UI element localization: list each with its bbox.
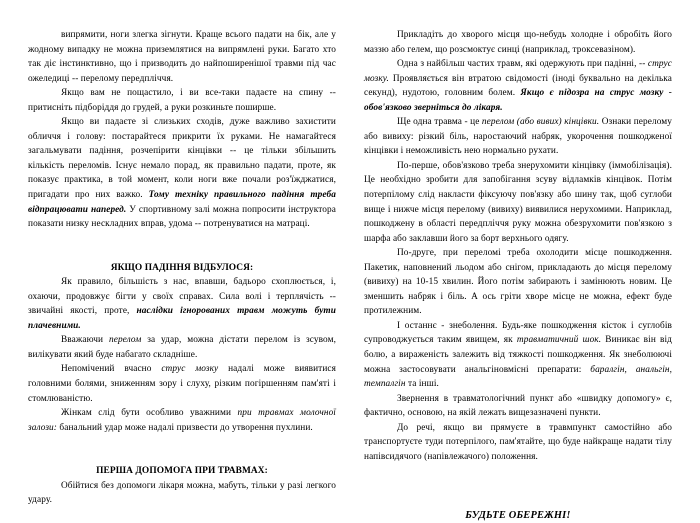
medical-term: при травмах молочної залози: bbox=[28, 408, 336, 433]
para-pain-relief: І останнє - знеболення. Будь-яке пошкодження кісток і суглобів супроводжується таким явищем, як травматичний шок. Виникає він від болю, а вираженість залежить від тяжкості пошкодження. Як знеболюючі можна застосовувати анальгіновмісні препарати: баралгін, анальгін, темпалгін та інші. bbox=[364, 320, 672, 390]
para-concussion: Одна з найбільш частих травм, які одержують при падінні, -- струс мозку. Проявляється він втратою свідомості (іноді буквально на декілька секунд), нудотою, головним болем. Якщо є підозра на струс мозку - обов'язково зверніться до лікаря. bbox=[364, 59, 672, 113]
heading-first-aid: ПЕРША ДОПОМОГА ПРИ ТРАВМАХ: bbox=[96, 466, 268, 477]
emphasis-text: Тому техніку правильного падіння треба відпрацювати наперед. bbox=[28, 190, 336, 215]
heading-if-fall-happened: ЯКЩО ПАДІННЯ ВІДБУЛОСЯ: bbox=[110, 262, 254, 273]
para-emergency-room: Звернення в травматологічний пункт або «швидку допомогу» є, фактично, основою, на якій лежать вищезазначені пункти. bbox=[364, 393, 672, 419]
para-immobilization: По-перше, обов'язково треба знерухомити кінцівку (іммобілізація). Це необхідно зробити для запобігання зсуву відламків кінцівок. Потім потерпілому слід накласти фіксуючу пов'язку або шину так, щоб суглоби вище і нижче місця перелому (вивиху) виявилися нерухомими. Наприклад, пошкоджену в області передпліччя руку можна обезрухомити пов'язкою з шарфа або заклавши його за борт верхнього одягу. bbox=[364, 160, 672, 244]
spacer-before-heading-2 bbox=[28, 435, 336, 464]
para-light-bruise: Обійтися без допомоги лікаря можна, мабуть, тільки у разі легкого удару. bbox=[28, 480, 336, 506]
para-falling-on-stairs: Якщо ви падаєте зі слизьких сходів, дуже важливо захистити обличчя і голову: постарайтеся прикрити їх руками. Не намагайтеся загальмувати падіння, розчепірити кінцівки -- це тільки збільшить кількість переломів. Існує немало порад, як правильно падати, проте, як показує практика, в той момент, коли ноги вже почали роз'їжджатися, пригадати про них важко. Тому техніку правильного падіння треба відпрацювати наперед. У спортивному залі можна попросити інструктора показати низку нескладних вправ, удома -- потренуватися на матраці. bbox=[28, 117, 337, 230]
medical-term: струс мозку bbox=[161, 364, 219, 375]
para-concussion-unnoticed: Непомічений вчасно струс мозку надалі може виявитися головними болями, зниженням зору і слуху, різким погіршенням пам'яті і стомлюваністю. bbox=[28, 364, 336, 404]
para-falling-on-back: Якщо вам не пощастило, і ви все-таки падаєте на спину -- притисніть підборіддя до грудей, а руки розкиньте поширше. bbox=[28, 88, 336, 113]
para-ignored-injuries: Як правило, більшість з нас, впавши, бадьоро схоплюється, і, охаючи, продовжує бігти у своїх справах. Сила волі і терплячість -- звичайні якості, проте, наслідки ігнорованих травм можуть бути плачевними. bbox=[28, 277, 337, 331]
para-women-breast-injury: Жінкам слід бути особливо уважними при травмах молочної залози: банальний удар може надалі призвести до утворення пухлини. bbox=[28, 408, 336, 433]
para-cooling: По-друге, при переломі треба охолодити місце пошкодження. Пакетик, наповнений льодом або снігом, прикладають до місця перелому (вивиху) на 10-15 хвилин. Його потім забирають і замінюють новим. Це зменшить набряк і біль. А ось гріти хворе місце не можна, ефект буде протилежним. bbox=[364, 248, 672, 317]
para-fracture-vs-bruise: Вважаючи перелом за удар, можна дістати перелом із зсувом, вилікувати який буде набагато складніше. bbox=[28, 335, 336, 360]
spacer-before-closing bbox=[364, 464, 672, 508]
medical-term: перелом (або вивих) кінцівки. bbox=[481, 117, 600, 128]
right-column bbox=[364, 28, 672, 523]
two-column-layout bbox=[28, 28, 672, 522]
closing-be-careful: БУДЬТЕ ОБЕРЕЖНІ! bbox=[465, 510, 571, 522]
spacer-before-heading-1 bbox=[28, 232, 336, 261]
medical-term: баралгін, анальгін, темпалгін bbox=[364, 364, 672, 390]
left-column bbox=[28, 28, 336, 508]
para-fracture-signs: Ще одна травма - це перелом (або вивих) кінцівки. Ознаки перелому або вивиху: різкий біль, наростаючий набряк, укорочення пошкодженої кінцівки і неможливість нею нормально рухати. bbox=[364, 117, 672, 157]
para-transport-position: До речі, якщо ви прямуєте в травмпункт самостійно або транспортуєте туди потерпілого, пам'ятайте, що буде найкраще надати тілу напівсидячого (напівлежачого) положення. bbox=[364, 422, 672, 462]
emphasis-text: наслідки ігнорованих травм можуть бути плачевними. bbox=[28, 306, 337, 331]
medical-term: струс мозку. bbox=[364, 59, 672, 84]
medical-term: травматичний шок. bbox=[516, 335, 602, 346]
medical-term: перелом bbox=[108, 335, 142, 346]
para-falling-technique: випрямити, ноги злегка зігнути. Краще всього падати на бік, але у жодному випадку не можна приземлятися на випрямлені руки. Багато хто так діє інстинктивно, що і призводить до найпоширенішої травми під час ожеледиці -- перелому передпліччя. bbox=[28, 30, 336, 84]
para-cold-compress: Прикладіть до хворого місця що-небудь холодне і обробіть його маззю або гелем, що розсмоктує синці (наприклад, троксевазіном). bbox=[364, 30, 672, 55]
emphasis-text: Якщо є підозра на струс мозку - обов'язково зверніться до лікаря. bbox=[364, 88, 672, 113]
